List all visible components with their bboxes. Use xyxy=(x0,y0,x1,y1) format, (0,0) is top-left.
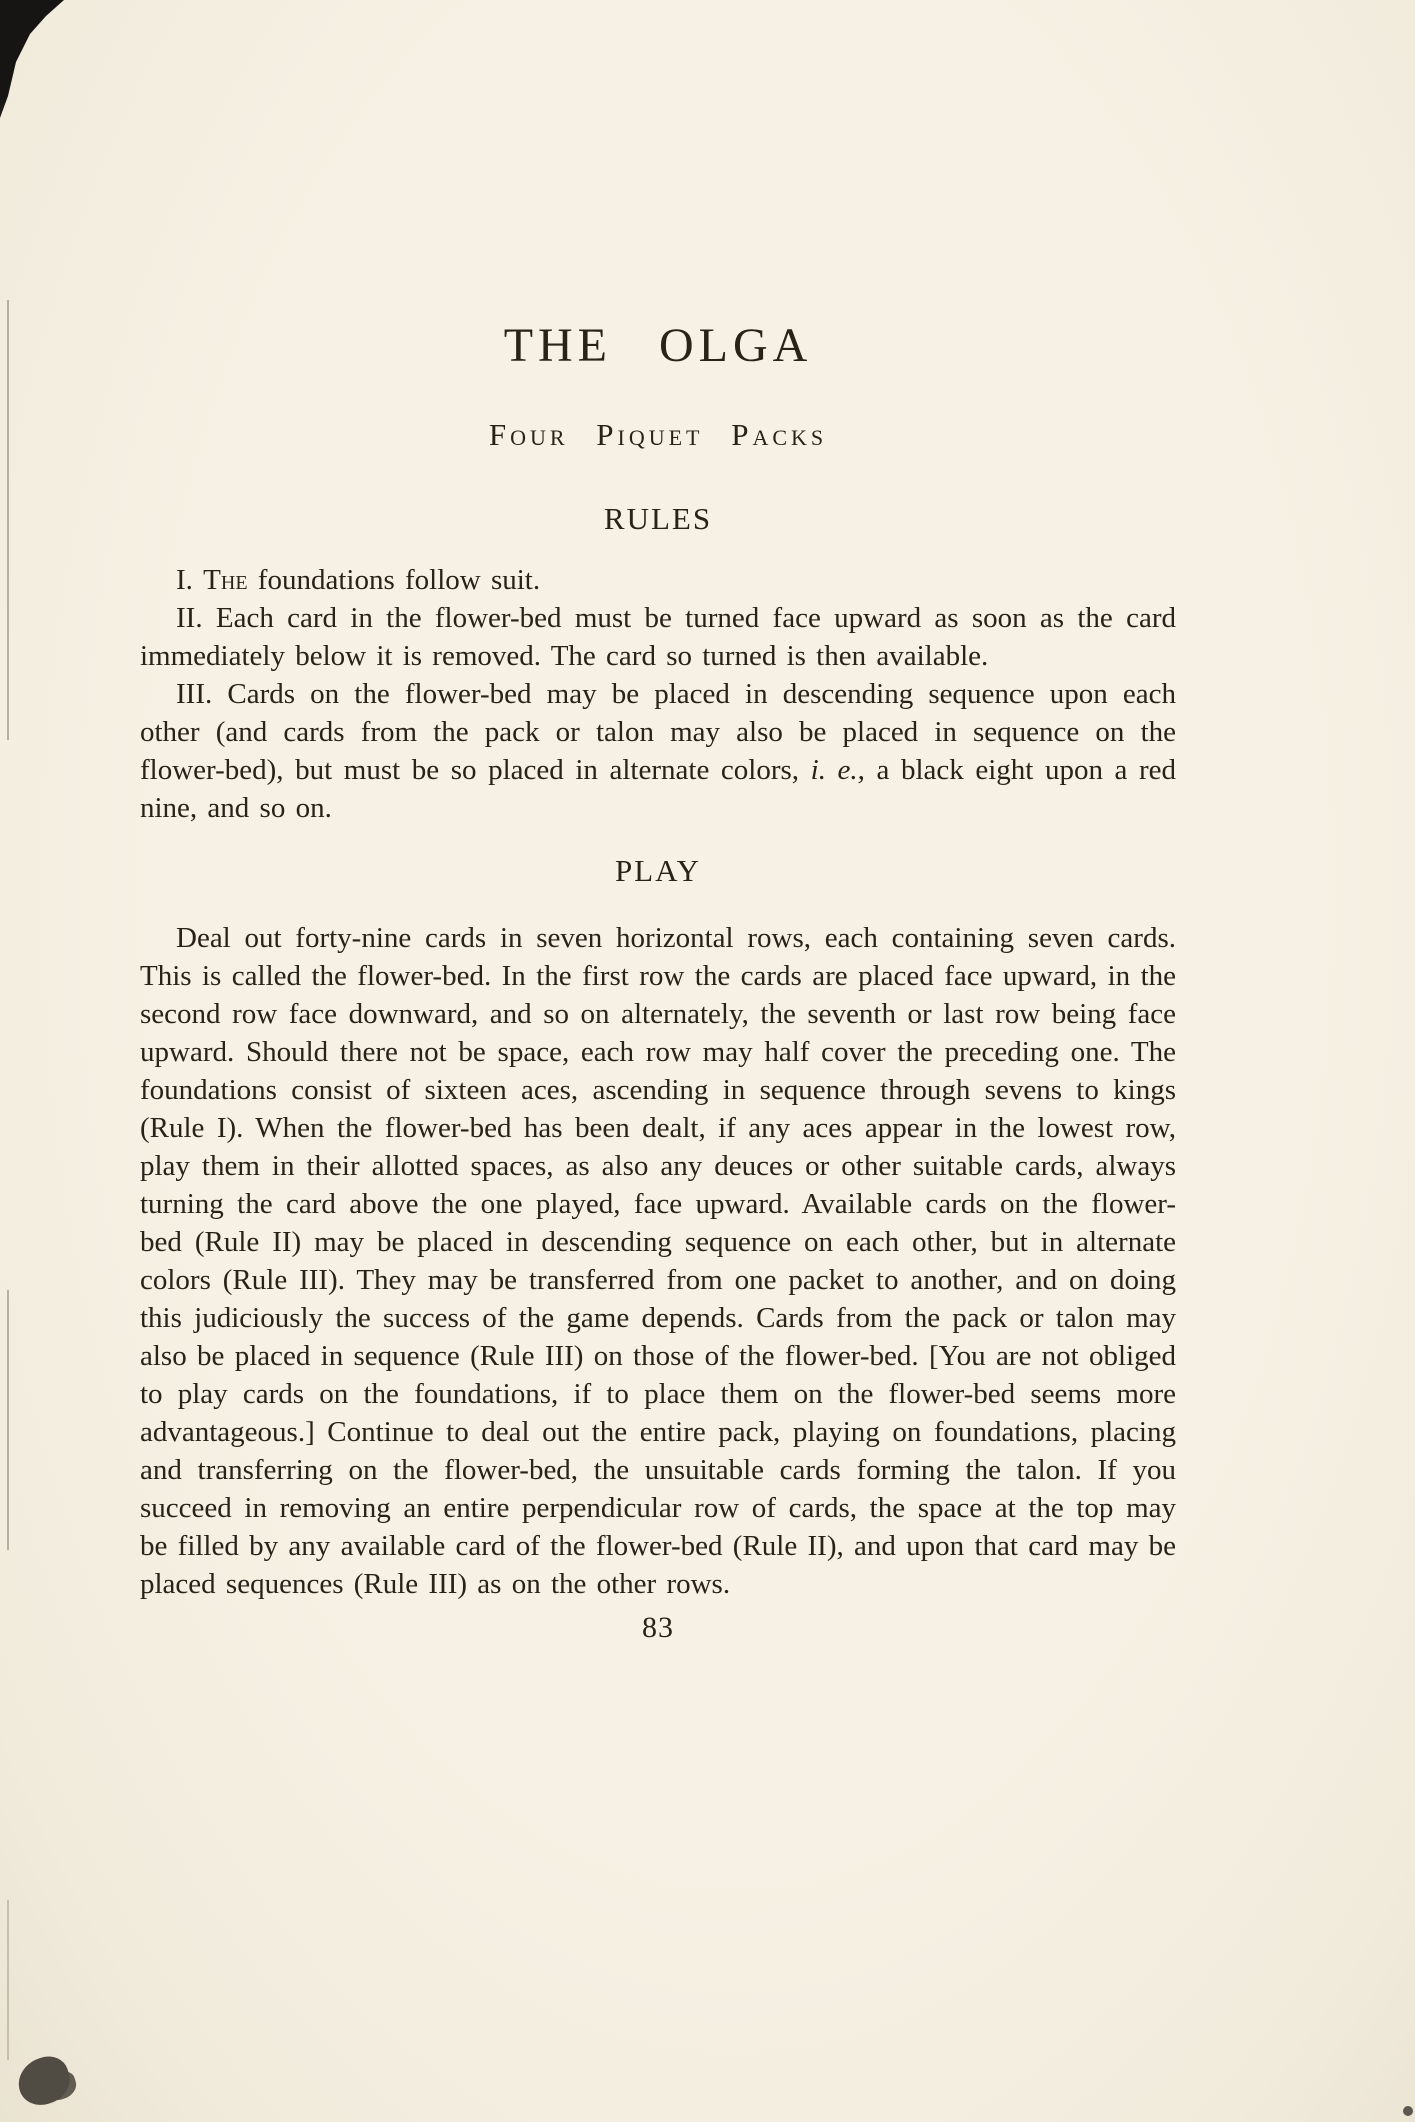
play-paragraph: Deal out forty-nine cards in seven horizontal rows, each containing seven cards. This is called the flower-bed. In the first row the cards are placed face upward, in the second row face downward, and so on alternately, the seventh or last row being face upward. Should there not be space, each row may half cover the preceding one. The foundations consist of sixteen aces, ascending in sequence through sevens to kings (Rule I). When the flower-bed has been dealt, if any aces appear in the lowest row, play them in their allotted spaces, as also any deuces or other suitable cards, always turning the card above the one played, face upward. Available cards on the flower-bed (Rule II) may be placed in descending sequence on each other, but in alternate colors (Rule III). They may be transferred from one packet to another, and on doing this judiciously the success of the game depends. Cards from the pack or talon may also be placed in sequence (Rule III) on those of the flower-bed. [You are not obliged to play cards on the foundations, if to place them on the flower-bed seems more advantageous.] Continue to deal out the entire pack, playing on foundations, placing and transferring on the flower-bed, the unsuitable cards forming the talon. If you succeed in removing an entire perpendicular row of cards, the space at the top may be filled by any available card of the flower-bed (Rule II), and upon that card may be placed sequences (Rule III) as on the other rows. xyxy=(140,922,1176,1600)
rule-2-text: Each card in the flower-bed must be turned face upward as soon as the card immediately below it is removed. The card so turned is then available. xyxy=(140,602,1176,672)
scan-artifact-left-edge-line-1 xyxy=(7,300,9,740)
rule-1-text: foundations follow suit. xyxy=(257,564,541,596)
rule-2-numeral: II. xyxy=(176,602,203,634)
scan-artifact-left-edge-line-2 xyxy=(7,1290,9,1550)
subtitle: Four Piquet Packs xyxy=(488,417,828,452)
rule-3-italic-abbreviation: i. e., xyxy=(810,754,865,786)
scan-artifact-bottom-right-dot xyxy=(1403,2106,1413,2116)
rule-1 xyxy=(140,561,1176,599)
rule-1-numeral: I. xyxy=(176,564,193,596)
rule-3-text-before: Cards on the flower-bed may be placed in descending sequence upon each other (and cards from the pack or talon may also be placed in sequence on the flower-bed), but must be so placed in alternate colors, xyxy=(140,678,1177,786)
scan-artifact-top-left-corner xyxy=(0,0,78,118)
scan-artifact-bottom-left-blob xyxy=(12,2051,76,2111)
rule-3-text-after: a black eight upon a red nine, and so on. xyxy=(140,754,1177,824)
rule-1-smallcaps-word: The xyxy=(203,564,248,596)
rule-2 xyxy=(140,599,1176,675)
page-number: 83 xyxy=(642,1611,674,1644)
page-title: THE OLGA xyxy=(503,319,813,372)
rule-3 xyxy=(140,675,1176,827)
rules-heading: RULES xyxy=(603,501,713,536)
play-heading: PLAY xyxy=(614,853,702,888)
rule-3-numeral: III. xyxy=(176,678,213,710)
scan-artifact-left-edge-line-3 xyxy=(7,1900,9,2060)
page-content xyxy=(140,318,1176,1645)
